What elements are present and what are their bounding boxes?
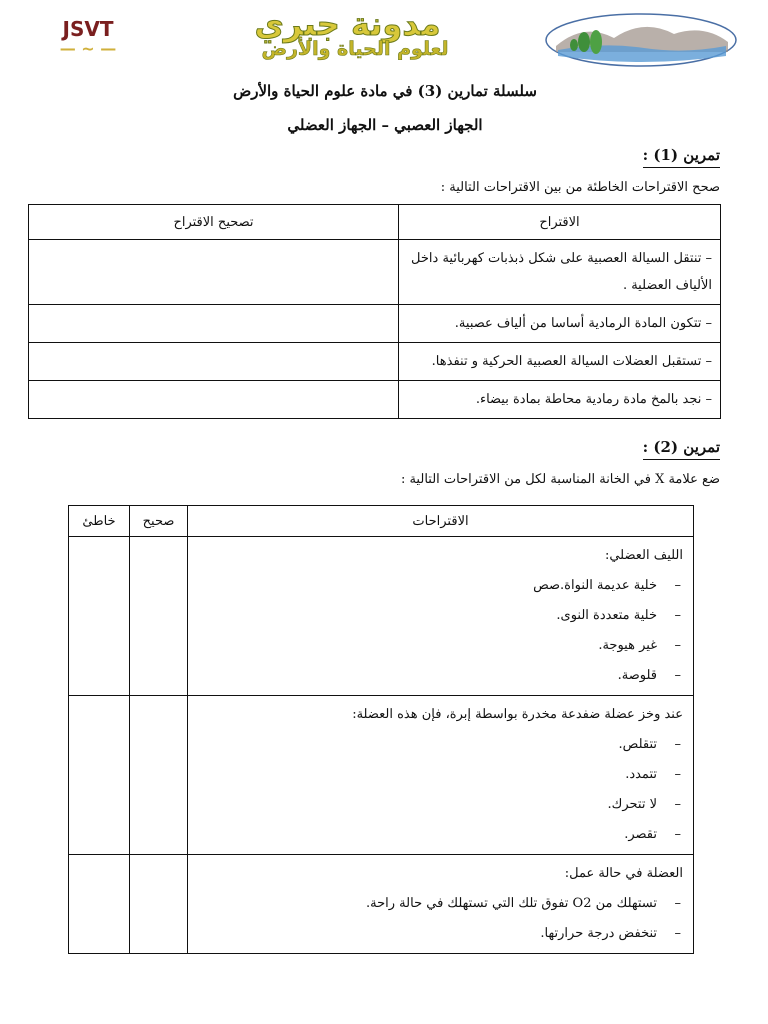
true-checkbox-cell[interactable] — [130, 696, 188, 855]
list-item: – تتقلص. — [198, 730, 683, 760]
table-row — [29, 381, 721, 419]
exercise1-heading: تمرين (1) : — [643, 146, 720, 168]
jsvt-logo — [44, 14, 132, 58]
table-row — [29, 305, 721, 343]
false-checkbox-cell[interactable] — [69, 855, 130, 954]
group-lead: عند وخز عضلة ضفدعة مخدرة بواسطة إبرة، فإن هذه العضلة: — [352, 707, 683, 722]
group-lead: الليف العضلي: — [604, 548, 683, 563]
blog-subtitle: لعلوم الحياة والأرض — [261, 38, 449, 60]
chapter-title: الجهاز العصبي – الجهاز العضلي — [287, 116, 483, 134]
exercise2-heading: تمرين (2) : — [643, 438, 720, 460]
col-correction: تصحيح الاقتراح — [29, 205, 399, 240]
list-item: – قلوصة. — [198, 661, 683, 691]
correction-cell[interactable] — [29, 305, 399, 343]
exercise2-table — [68, 505, 694, 954]
proposal-group — [188, 537, 694, 696]
col-false: خاطئ — [69, 506, 130, 537]
list-item: – تستهلك من O2 تفوق تلك التي تستهلك في حالة راحة. — [198, 889, 683, 919]
list-item: – لا تتحرك. — [198, 790, 683, 820]
correction-cell[interactable] — [29, 343, 399, 381]
exercise2-instruction: ضع علامة X في الخانة المناسبة لكل من الاقتراحات التالية : — [400, 472, 720, 487]
proposal-group — [188, 696, 694, 855]
table-row — [69, 696, 694, 855]
table-row — [29, 240, 721, 305]
group-lead: العضلة في حالة عمل: — [564, 866, 683, 881]
blog-title: مدونة جبري — [254, 5, 441, 43]
exercise1-table — [28, 204, 721, 419]
correction-cell[interactable] — [29, 240, 399, 305]
col-proposal: الاقتراح — [399, 205, 721, 240]
list-item: – خلية عديمة النواة.صص — [198, 571, 683, 601]
proposal-cell: – نجد بالمخ مادة رمادية محاطة بمادة بيضاء. — [399, 381, 721, 419]
proposal-cell: – تستقبل العضلات السيالة العصبية الحركية و تنفذها. — [399, 343, 721, 381]
true-checkbox-cell[interactable] — [130, 537, 188, 696]
list-item: – غير هيوجة. — [198, 631, 683, 661]
list-item: – خلية متعددة النوى. — [198, 601, 683, 631]
exercise1-instruction: صحح الاقتراحات الخاطئة من بين الاقتراحات التالية : — [440, 180, 720, 195]
proposal-group — [188, 855, 694, 954]
proposal-cell: – تتكون المادة الرمادية أساسا من ألياف عصبية. — [399, 305, 721, 343]
proposal-cell: – تنتقل السيالة العصبية على شكل ذبذبات كهربائية داخل الألياف العضلية . — [399, 240, 721, 305]
correction-cell[interactable] — [29, 381, 399, 419]
svg-text:— ~ —: — ~ — — [59, 39, 117, 58]
logo-text-top: JSVT — [62, 17, 114, 41]
table-row — [69, 855, 694, 954]
landscape-logo — [544, 12, 738, 68]
list-item: – تتمدد. — [198, 760, 683, 790]
list-item: – تنخفض درجة حرارتها. — [198, 919, 683, 949]
table-row — [69, 537, 694, 696]
false-checkbox-cell[interactable] — [69, 696, 130, 855]
list-item: – تقصر. — [198, 820, 683, 850]
col-proposals: الاقتراحات — [188, 506, 694, 537]
col-true: صحيح — [130, 506, 188, 537]
table-row — [29, 343, 721, 381]
series-title: سلسلة تمارين (3) في مادة علوم الحياة والأرض — [233, 82, 537, 100]
true-checkbox-cell[interactable] — [130, 855, 188, 954]
false-checkbox-cell[interactable] — [69, 537, 130, 696]
